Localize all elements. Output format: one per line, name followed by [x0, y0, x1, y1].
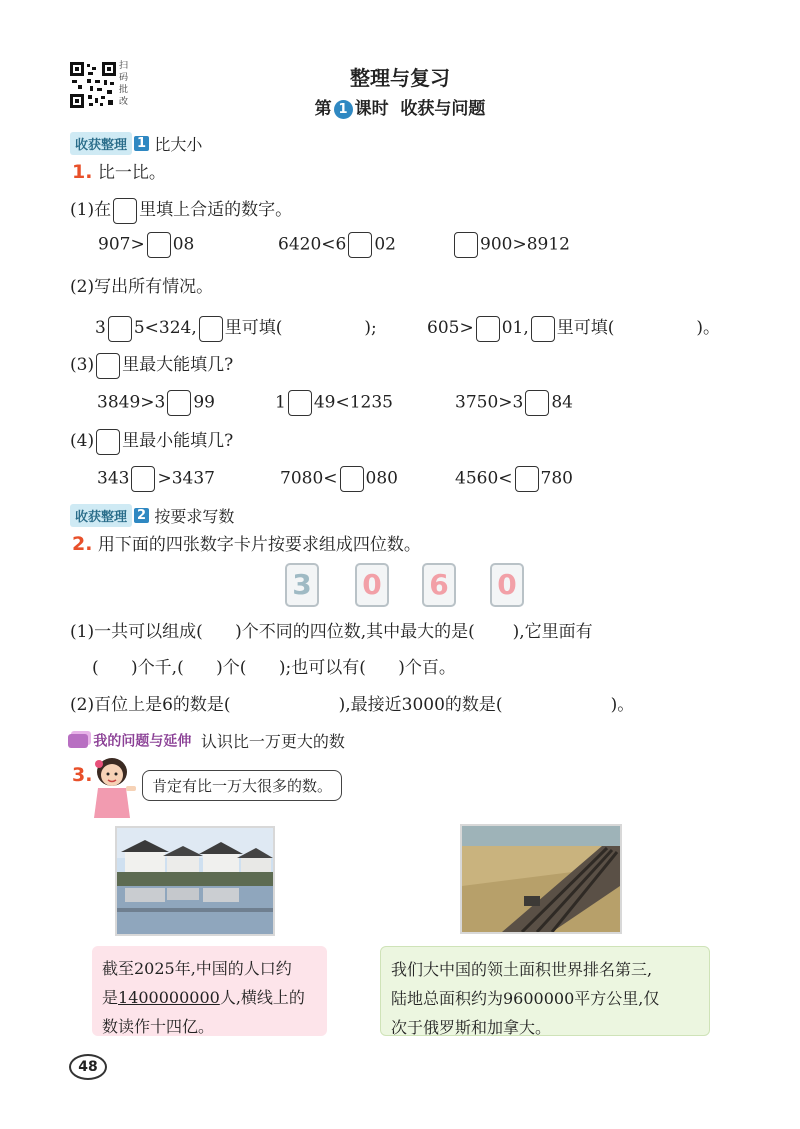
info-text: 数读作十四亿。 [102, 1017, 215, 1036]
expr-text: 84 [551, 392, 573, 413]
digit-card: 0 [490, 563, 524, 607]
digit-card: 6 [422, 563, 456, 607]
answer-box[interactable] [348, 232, 372, 258]
q2-line-1: (1)一共可以组成( )个不同的四位数,其中最大的是( ),它里面有 [70, 622, 593, 642]
underlined-number: 1400000000 [118, 988, 220, 1007]
expr-text: >3437 [157, 468, 215, 489]
info-text: 次于俄罗斯和加拿大。 [391, 1018, 552, 1037]
section-title: 比大小 [154, 135, 203, 154]
expr-text: 7080< [280, 468, 338, 489]
q1-part2-instruction: (2)写出所有情况。 [70, 277, 214, 297]
instruction-pre: (3) [70, 355, 95, 375]
question-number: 2. [72, 533, 93, 555]
q2-line-3: (2)百位上是6的数是( ),最接近3000的数是( )。 [70, 695, 635, 715]
answer-box[interactable] [515, 466, 539, 492]
expr-text: 907> [98, 234, 145, 255]
digit-card: 3 [285, 563, 319, 607]
expr-text: 3750>3 [455, 392, 524, 413]
expr-text: 3849>3 [97, 392, 166, 413]
question-text: 比一比。 [97, 163, 166, 183]
expr-text: 01, [501, 318, 529, 338]
info-text: 我们大中国的领土面积世界排名第三, [391, 960, 653, 979]
q1-part2-line-b [427, 313, 720, 342]
expr-text: )。 [696, 318, 721, 338]
answer-box[interactable] [108, 316, 132, 342]
question-1 [72, 158, 166, 183]
expr-text: 900>8912 [480, 234, 570, 255]
instruction-post: 里填上合适的数字。 [139, 200, 293, 220]
info-text-part: 人,横线上的 [219, 988, 305, 1007]
section-header-3 [68, 729, 345, 752]
section-header-2 [70, 504, 234, 527]
section-tag: 我的问题与延伸 [93, 733, 192, 750]
info-text: 陆地总面积约为9600000平方公里,仅 [391, 989, 660, 1008]
expr-text: 99 [193, 392, 215, 413]
expr-text: 08 [172, 234, 195, 255]
book-icon [68, 734, 88, 748]
expr-text: 里可填( [556, 318, 615, 338]
photo-farmland [460, 824, 622, 934]
expr-text: 080 [365, 468, 398, 489]
lesson-number-badge: 1 [334, 100, 353, 119]
q1-part4-instruction [70, 426, 233, 455]
q1-part1-c [452, 232, 570, 258]
lesson-pre: 第 [314, 99, 332, 119]
info-text [102, 983, 317, 1012]
question-number: 1. [72, 161, 93, 183]
answer-box[interactable] [199, 316, 223, 342]
section-tag-number: 1 [134, 136, 149, 151]
page-number: 48 [69, 1054, 107, 1080]
section-title: 按要求写数 [154, 507, 235, 526]
section-title: 认识比一万更大的数 [200, 732, 345, 751]
speech-text: 肯定有比一万大很多的数。 [152, 777, 333, 795]
question-number: 3. [72, 764, 93, 786]
q1-part1-a [98, 232, 194, 258]
q1-part3-instruction [70, 350, 233, 379]
section-tag: 收获整理 [70, 132, 132, 155]
instruction-post: 里最大能填几? [122, 355, 234, 375]
expr-text: 5<324, [133, 318, 197, 338]
q1-part1-instruction [70, 195, 292, 224]
instruction-pre: (1)在 [70, 200, 112, 220]
answer-box[interactable] [476, 316, 500, 342]
expr-text: 605> [427, 318, 474, 338]
info-bubble-population [92, 946, 327, 1036]
expr-text: 02 [374, 234, 396, 255]
answer-box[interactable] [288, 390, 312, 416]
page-title: 整理与复习 [350, 66, 450, 90]
info-text-part: 是 [102, 988, 119, 1007]
expr-text: 4560< [455, 468, 513, 489]
answer-box[interactable] [525, 390, 549, 416]
q1-part3-a [97, 390, 215, 416]
answer-box[interactable] [454, 232, 478, 258]
answer-box[interactable] [147, 232, 171, 258]
q1-part2-line [95, 313, 377, 342]
answer-box[interactable] [131, 466, 155, 492]
info-text: 截至2025年,中国的人口约 [102, 959, 292, 978]
answer-box[interactable] [531, 316, 555, 342]
expr-text: 343 [97, 468, 130, 489]
speech-bubble [142, 770, 342, 801]
qr-label: 扫码批改 [119, 61, 129, 107]
lesson-title [0, 94, 800, 119]
answer-box[interactable] [167, 390, 191, 416]
q1-part3-b [275, 390, 393, 416]
expr-text: ); [364, 318, 377, 338]
expr-text: 里可填( [224, 318, 283, 338]
expr-text: 6420<6 [278, 234, 347, 255]
answer-box[interactable] [340, 466, 364, 492]
q1-part4-c [455, 466, 573, 492]
expr-text: 49<1235 [313, 392, 393, 413]
q1-part1-b [278, 232, 396, 258]
expr-text: 1 [275, 392, 286, 413]
section-tag: 收获整理 [70, 504, 132, 527]
instruction-pre: (4) [70, 431, 95, 451]
answer-box-sample [96, 353, 120, 379]
answer-box-sample [96, 429, 120, 455]
question-text: 用下面的四张数字卡片按要求组成四位数。 [97, 535, 421, 555]
instruction-post: 里最小能填几? [122, 431, 234, 451]
girl-illustration [90, 756, 138, 818]
digit-card: 0 [355, 563, 389, 607]
answer-box-sample [113, 198, 137, 224]
section-tag-number: 2 [134, 508, 149, 523]
lesson-post: 课时 收获与问题 [354, 99, 486, 119]
info-bubble-territory [380, 946, 710, 1036]
q1-part4-a [97, 466, 215, 492]
photo-village [115, 826, 275, 936]
expr-text: 780 [540, 468, 573, 489]
question-2 [72, 530, 421, 555]
q2-line-2: ( )个千,( )个( );也可以有( )个百。 [92, 658, 456, 678]
q1-part3-c [455, 390, 573, 416]
section-header-1 [70, 132, 202, 155]
expr-text: 3 [95, 318, 106, 338]
q1-part4-b [280, 466, 398, 492]
